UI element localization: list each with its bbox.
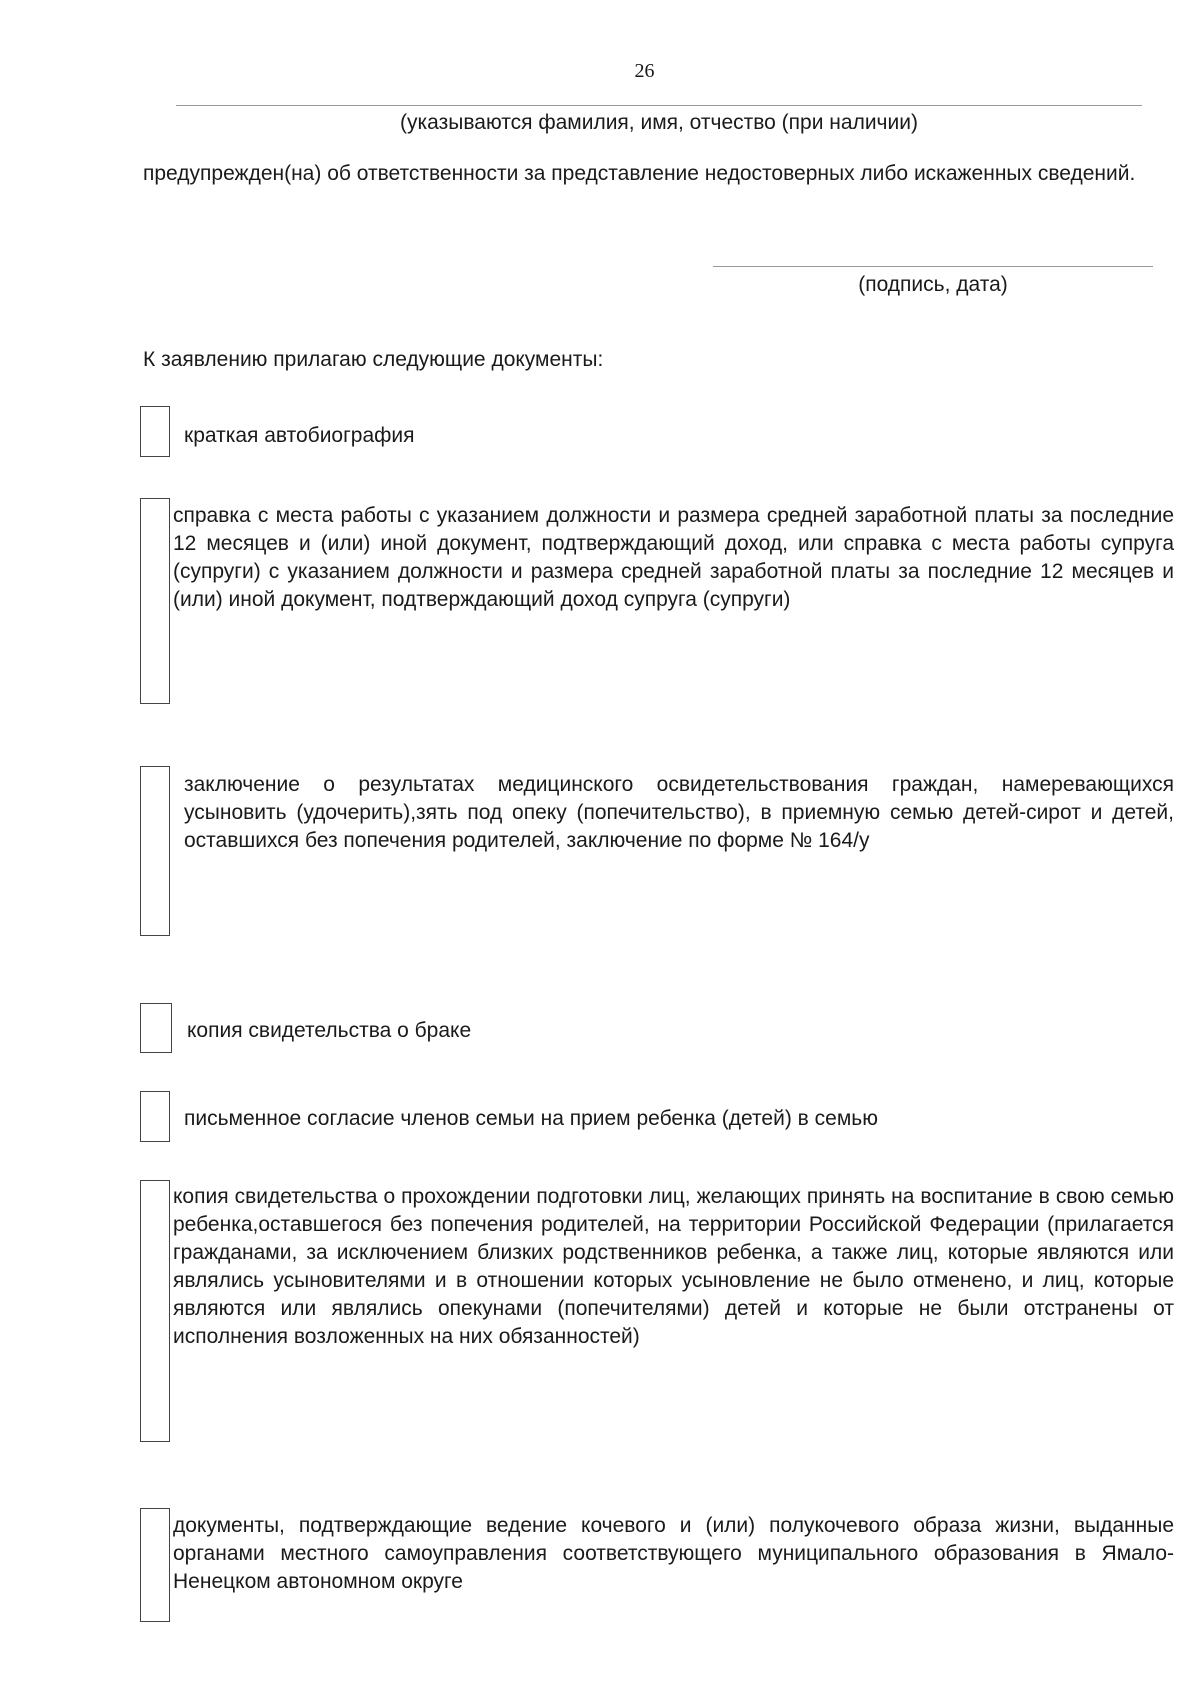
attachment-label-nomadic-documents: документы, подтверждающие ведение кочевого и (или) полукочевого образа жизни, выданные органами местного самоуправления соответствующего муниципального образования в Ямало-Ненецком автономном округе [173, 1514, 1174, 1593]
attachment-label-marriage-certificate: копия свидетельства о браке [187, 1019, 472, 1042]
attachment-label-family-consent: письменное согласие членов семьи на прием ребенка (детей) в семью [184, 1107, 878, 1130]
full-name-line[interactable] [176, 105, 1142, 106]
attachment-label-medical-conclusion: заключение о результатах медицинского освидетельствования граждан, намеревающихся усыновить (удочерить),зять под опеку (попечительство), в приемную семью детей-сирот и детей, оставшихся без попечения родителей, заключение по форме № 164/у [184, 773, 1174, 852]
attachment-checkbox-medical-conclusion[interactable] [140, 766, 170, 936]
attachments-title: К заявлению прилагаю следующие документы: [143, 348, 604, 371]
signature-line[interactable] [713, 266, 1153, 267]
attachment-checkbox-nomadic-documents[interactable] [140, 1508, 170, 1622]
page-number: 26 [634, 60, 655, 82]
attachment-checkbox-income-certificate[interactable] [140, 498, 170, 704]
attachment-checkbox-training-certificate[interactable] [140, 1180, 170, 1442]
attachment-label-income-certificate: справка с места работы с указанием должности и размера средней заработной платы за последние 12 месяцев и (или) иной документ, подтверждающий доход, или справка с места работы супруга (супруги) с указанием должности и размера средней заработной платы за последние 12 месяцев и (или) иной документ, подтверждающий доход супруга (супруги) [173, 504, 1174, 611]
signature-hint: (подпись, дата) [858, 273, 1008, 296]
liability-warning: предупрежден(на) об ответственности за представление недостоверных либо искаженных сведений. [143, 162, 1136, 185]
attachment-checkbox-autobiography[interactable] [140, 406, 170, 457]
attachment-checkbox-marriage-certificate[interactable] [140, 1003, 172, 1053]
attachment-label-autobiography: краткая автобиография [184, 424, 415, 447]
attachment-label-training-certificate: копия свидетельства о прохождении подготовки лиц, желающих принять на воспитание в свою семью ребенка,оставшегося без попечения родителей, на территории Российской Федерации (прилагается гражданами, за исключением близких родственников ребенка, а также лиц, которые являются или являлись усыновителями и в отношении которых усыновление не было отменено, и лиц, которые являются или являлись опекунами (попечителями) детей и которые не были отстранены от исполнения возложенных на них обязанностей) [173, 1185, 1174, 1348]
attachment-checkbox-family-consent[interactable] [140, 1091, 170, 1142]
full-name-hint: (указываются фамилия, имя, отчество (при наличии) [400, 111, 918, 134]
